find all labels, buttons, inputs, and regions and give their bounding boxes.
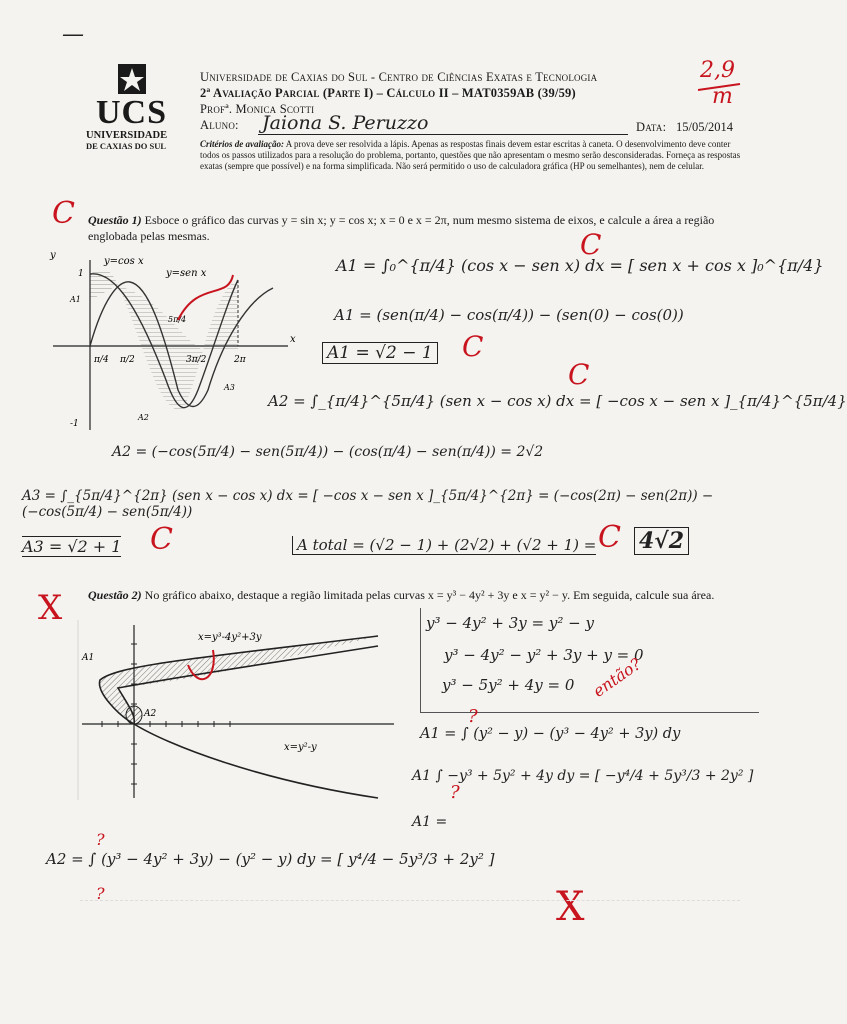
q2-annot: então? [589,654,645,701]
criterios-text: A prova deve ser resolvida a lápis. Apenas as respostas finais devem estar escritas à caneta. O desenvolvimento deve conter todos os passos utilizados para a resolução do problema, portanto, questões que não apresentam o mesmo serão desconsideradas. Forneça as respostas exatas (sempre que possível) e na forma simplificada. Não será permitido o uso de calculadora gráfica (HP ou semelhantes), nem de celular. [200,139,741,171]
q2-eq2: y³ − 4y² − y² + 3y + y = 0 [444,646,644,664]
top-mark: — [62,22,84,47]
q1-label: Questão 1) [88,213,142,227]
q2-a1-line3: A1 = [412,814,448,830]
tick-3pi2: 3π/2 [186,355,207,365]
label-5pi4: 5π/4 [168,315,187,324]
grade-initials: m [712,84,733,109]
q1-a1-line2: A1 = (sen(π/4) − cos(π/4)) − (sen(0) − cos(0)) [334,306,684,324]
q2-a1-label: A1 [82,653,95,663]
q2-wrong-mark-2: X [556,884,585,930]
criterios [200,139,748,172]
logo-sub1: UNIVERSIDADE [86,130,168,141]
q2-curve2-label: x=y²-y [284,742,317,753]
q1-a2-line2: A2 = (−cos(5π/4) − sen(5π/4)) − (cos(π/4) − sen(π/4)) = 2√2 [112,444,544,460]
q1-a1-result-check: C [462,330,484,363]
aluno-label: Aluno: [200,118,239,132]
q1-a2-line1: A2 = ∫_{π/4}^{5π/4} (sen x − cos x) dx = [ −cos x − sen x ]_{π/4}^{5π/4} [268,392,847,410]
q2-graph [78,620,398,800]
q1-total-check: C [598,520,621,555]
q1-a1-result: A1 = √2 − 1 [322,342,438,364]
label-a2: A2 [138,413,149,422]
q2-qmark-2: ? [450,782,460,803]
tick-1: 1 [78,269,84,279]
ucs-logo [78,62,190,154]
label-a3: A3 [224,383,235,392]
q2-curve1-label: x=y³-4y²+3y [198,632,262,643]
q1-total-result: 4√2 [634,527,689,555]
q2-qmark-1: ? [468,706,478,727]
star-icon [78,62,190,98]
aluno-line [258,134,628,135]
q2-a2-label: A2 [144,709,157,719]
data-label: Data: [636,120,667,134]
svg-text:x: x [290,334,296,345]
label-sen: y=sen x [166,268,207,279]
q2-wrong-mark: X [38,588,63,628]
header-professor: Profª. Monica Scotti [200,102,315,116]
aluno-name: Jaiona S. Peruzzo [262,112,429,134]
q2-a1-line1: A1 = ∫ (y² − y) − (y³ − 4y² + 3y) dy [420,726,681,742]
q2-a2-line: A2 = ∫ (y³ − 4y² + 3y) − (y² − y) dy = [ y⁴/4 − 5y³/3 + 2y² ] [46,850,495,868]
q1-a1-line1: A1 = ∫₀^{π/4} (cos x − sen x) dx = [ sen x + cos x ]₀^{π/4} [336,256,824,275]
q1-graph [48,240,300,440]
tick-2pi: 2π [234,355,246,365]
tick-pi2: π/2 [120,355,135,365]
q2-label: Questão 2) [88,588,142,602]
label-cos: y=cos x [104,256,144,267]
logo-sub2: DE CAXIAS DO SUL [86,141,167,151]
q2-eq3: y³ − 5y² + 4y = 0 [442,676,575,694]
tick-minus1: -1 [70,419,79,429]
header-exam-title: 2ª Avaliação Parcial (Parte I) – Cálculo II – MAT0359AB (39/59) [200,86,576,100]
data-value: 15/05/2014 [676,120,733,134]
grade: 2,9 [700,58,735,83]
criterios-label: Critérios de avaliação: [200,139,284,149]
q1-total: A total = (√2 − 1) + (2√2) + (√2 + 1) = [292,536,596,555]
q2-text: No gráfico abaixo, destaque a região limitada pelas curvas x = y³ − 4y² + 3y e x = y² − y. Em seguida, calcule sua área. [144,588,715,602]
faint-ruling [80,900,740,1001]
q2-qmark-3: ? [96,830,105,849]
q1-a3-line1: A3 = ∫_{5π/4}^{2π} (sen x − cos x) dx = [ −cos x − sen x ]_{5π/4}^{2π} = (−cos(2π) − sen(2π)) − (−cos(5π/4) − sen(5π/4)) [22,488,714,520]
q2-statement [88,587,716,603]
q1-check-mark: C [52,196,75,231]
q1-a3-result: A3 = √2 + 1 [22,537,122,556]
q2-qmark-4: ? [96,884,105,903]
header-university: Universidade de Caxias do Sul - Centro de Ciências Exatas e Tecnologia [200,70,598,84]
label-a1: A1 [70,295,81,304]
q1-a1-check: C [580,228,602,261]
logo-text: UCS [96,94,168,131]
q2-eq1: y³ − 4y² + 3y = y² − y [426,614,594,632]
svg-text:y: y [50,250,56,261]
q1-text: Esboce o gráfico das curvas y = sin x; y = cos x; x = 0 e x = 2π, num mesmo sistema de eixos, e calcule a área a região englobada pelas mesmas. [88,213,715,243]
tick-pi4: π/4 [94,355,109,365]
q2-a1-line2: A1 ∫ −y³ + 5y² + 4y dy = [ −y⁴/4 + 5y³/3 + 2y² ] [412,768,754,784]
q1-a2-check: C [568,358,590,391]
q1-a3-check: C [150,522,173,557]
